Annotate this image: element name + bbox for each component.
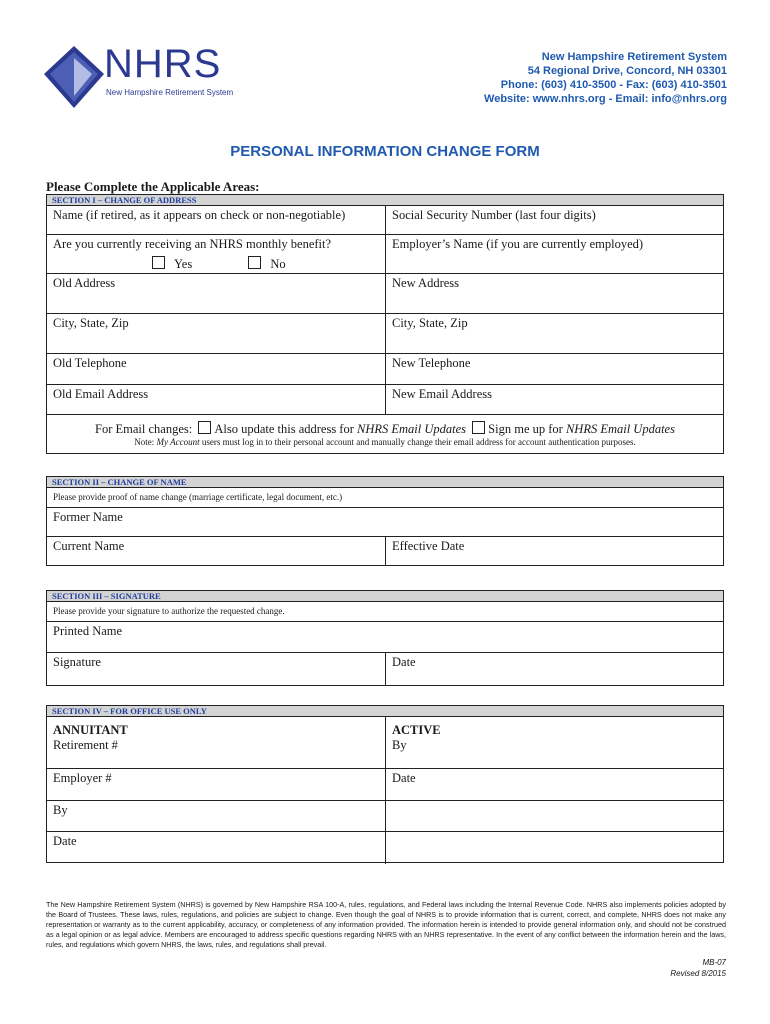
note-myaccount: My Account	[156, 437, 200, 447]
current-name-field[interactable]	[47, 537, 386, 566]
new-city-field[interactable]	[386, 314, 723, 353]
current-name-label: Current Name	[53, 539, 125, 553]
empty-cell	[386, 801, 723, 831]
org-phone: Phone: (603) 410-3500 - Fax: (603) 410-3501	[500, 79, 727, 91]
section-change-of-name	[46, 476, 724, 566]
form-number-block	[670, 957, 726, 979]
section-2-heading: SECTION II – CHANGE OF NAME	[47, 477, 723, 488]
form-title: PERSONAL INFORMATION CHANGE FORM	[230, 143, 540, 160]
active-by-field[interactable]	[386, 717, 723, 768]
email-changes-label: For Email changes:	[95, 422, 193, 436]
org-website: Website: www.nhrs.org - Email: info@nhrs.org	[484, 93, 727, 105]
printed-name-field[interactable]	[47, 622, 723, 652]
sign-me-up-label: Sign me up for	[488, 422, 563, 436]
name-field[interactable]	[47, 206, 386, 234]
email-note	[53, 437, 717, 447]
old-city-label: City, State, Zip	[53, 316, 129, 330]
old-city-field[interactable]	[47, 314, 386, 353]
old-telephone-label: Old Telephone	[53, 356, 127, 370]
section-4-heading: SECTION IV – FOR OFFICE USE ONLY	[47, 706, 723, 717]
new-address-label: New Address	[392, 276, 460, 290]
new-telephone-label: New Telephone	[392, 356, 471, 370]
signature-field[interactable]	[47, 653, 386, 686]
logo-subtitle: New Hampshire Retirement System	[106, 88, 234, 97]
office-by-label: By	[53, 803, 68, 817]
effective-date-label: Effective Date	[392, 539, 465, 553]
old-email-field[interactable]	[47, 385, 386, 414]
employer-number-label: Employer #	[53, 771, 112, 785]
name-label: Name (if retired, as it appears on check or non-negotiable)	[53, 208, 346, 222]
logo-text: NHRS	[104, 42, 222, 86]
section-2-instruction: Please provide proof of name change (marriage certificate, legal document, etc.)	[53, 492, 343, 502]
old-address-field[interactable]	[47, 274, 386, 313]
section-3-heading: SECTION III – SIGNATURE	[47, 591, 723, 602]
old-email-label: Old Email Address	[53, 387, 149, 401]
employer-field[interactable]	[386, 235, 723, 273]
no-label: No	[270, 257, 286, 271]
new-telephone-field[interactable]	[386, 354, 723, 384]
disclaimer: The New Hampshire Retirement System (NHRS) is governed by New Hampshire RSA 100-A, rules, regulations, and Federal laws including the Internal Revenue Code. NHRS also implements policies adopted by the Board of Trustees. These laws, rules, regulations, and policies are subject to change. Even though the goal of NHRS is to provide information that is current, correct, and complete, NHRS does not make any representation or warranty as to the current applicability, accuracy, or completeness of any information provided. The information herein is intended to provide general information only, and should not be construed as a legal opinion or as legal advice. Members are encouraged to address specific questions regarding NHRS with an NHRS representative. In the event of any conflict between the information herein and the laws, rules, and regulations which govern NHRS, the laws, rules, and regulations shall prevail.	[46, 900, 726, 949]
employer-label: Employer’s Name (if you are currently employed)	[392, 237, 644, 251]
former-name-field[interactable]	[47, 508, 723, 536]
sign-me-up-checkbox[interactable]	[472, 421, 485, 434]
signature-date-field[interactable]	[386, 653, 723, 686]
section-signature	[46, 590, 724, 686]
new-email-field[interactable]	[386, 385, 723, 414]
ssn-label: Social Security Number (last four digits)	[392, 208, 596, 222]
org-address: 54 Regional Drive, Concord, NH 03301	[527, 65, 727, 77]
office-date-field[interactable]	[47, 832, 386, 864]
section-3-instruction: Please provide your signature to authorize the requested change.	[53, 606, 285, 616]
email-options	[47, 415, 723, 454]
active-date-label: Date	[392, 771, 416, 785]
empty-cell	[386, 832, 723, 864]
old-telephone-field[interactable]	[47, 354, 386, 384]
active-by-label: By	[392, 738, 407, 752]
new-email-label: New Email Address	[392, 387, 492, 401]
nhrs-email-updates-text-2: NHRS Email Updates	[565, 422, 675, 436]
benefit-question: Are you currently receiving an NHRS monthly benefit?	[53, 237, 332, 251]
nhrs-email-updates-text: NHRS Email Updates	[357, 422, 467, 436]
office-by-field[interactable]	[47, 801, 386, 831]
effective-date-field[interactable]	[386, 537, 723, 566]
new-address-field[interactable]	[386, 274, 723, 313]
section-1-heading: SECTION I – CHANGE OF ADDRESS	[47, 195, 723, 206]
ssn-field[interactable]	[386, 206, 723, 234]
contact-block	[484, 50, 727, 106]
yes-label: Yes	[174, 257, 193, 271]
no-checkbox[interactable]	[248, 256, 261, 269]
former-name-label: Former Name	[53, 510, 123, 524]
retirement-number-label: Retirement #	[53, 738, 118, 752]
org-name: New Hampshire Retirement System	[541, 51, 727, 63]
also-update-checkbox[interactable]	[198, 421, 211, 434]
also-update-label: Also update this address for	[214, 422, 354, 436]
old-address-label: Old Address	[53, 276, 116, 290]
active-heading: ACTIVE	[392, 723, 441, 737]
form-number: MB-07	[702, 958, 726, 967]
printed-name-label: Printed Name	[53, 624, 123, 638]
office-date-label: Date	[53, 834, 77, 848]
note-text: users must log in to their personal account and manually change their email address for account authentication purposes.	[201, 437, 636, 447]
section-office-use	[46, 705, 724, 863]
annuitant-heading: ANNUITANT	[53, 723, 128, 737]
revised-date: Revised 8/2015	[670, 969, 726, 978]
signature-date-label: Date	[392, 655, 416, 669]
yes-checkbox[interactable]	[152, 256, 165, 269]
active-date-field[interactable]	[386, 769, 723, 800]
benefit-question-cell	[47, 235, 386, 273]
employer-number-field[interactable]	[47, 769, 386, 800]
instructions: Please Complete the Applicable Areas:	[46, 179, 260, 194]
retirement-number-field[interactable]	[47, 717, 386, 768]
section-change-of-address	[46, 194, 724, 454]
note-prefix: Note:	[134, 437, 155, 447]
signature-label: Signature	[53, 655, 101, 669]
new-city-label: City, State, Zip	[392, 316, 468, 330]
